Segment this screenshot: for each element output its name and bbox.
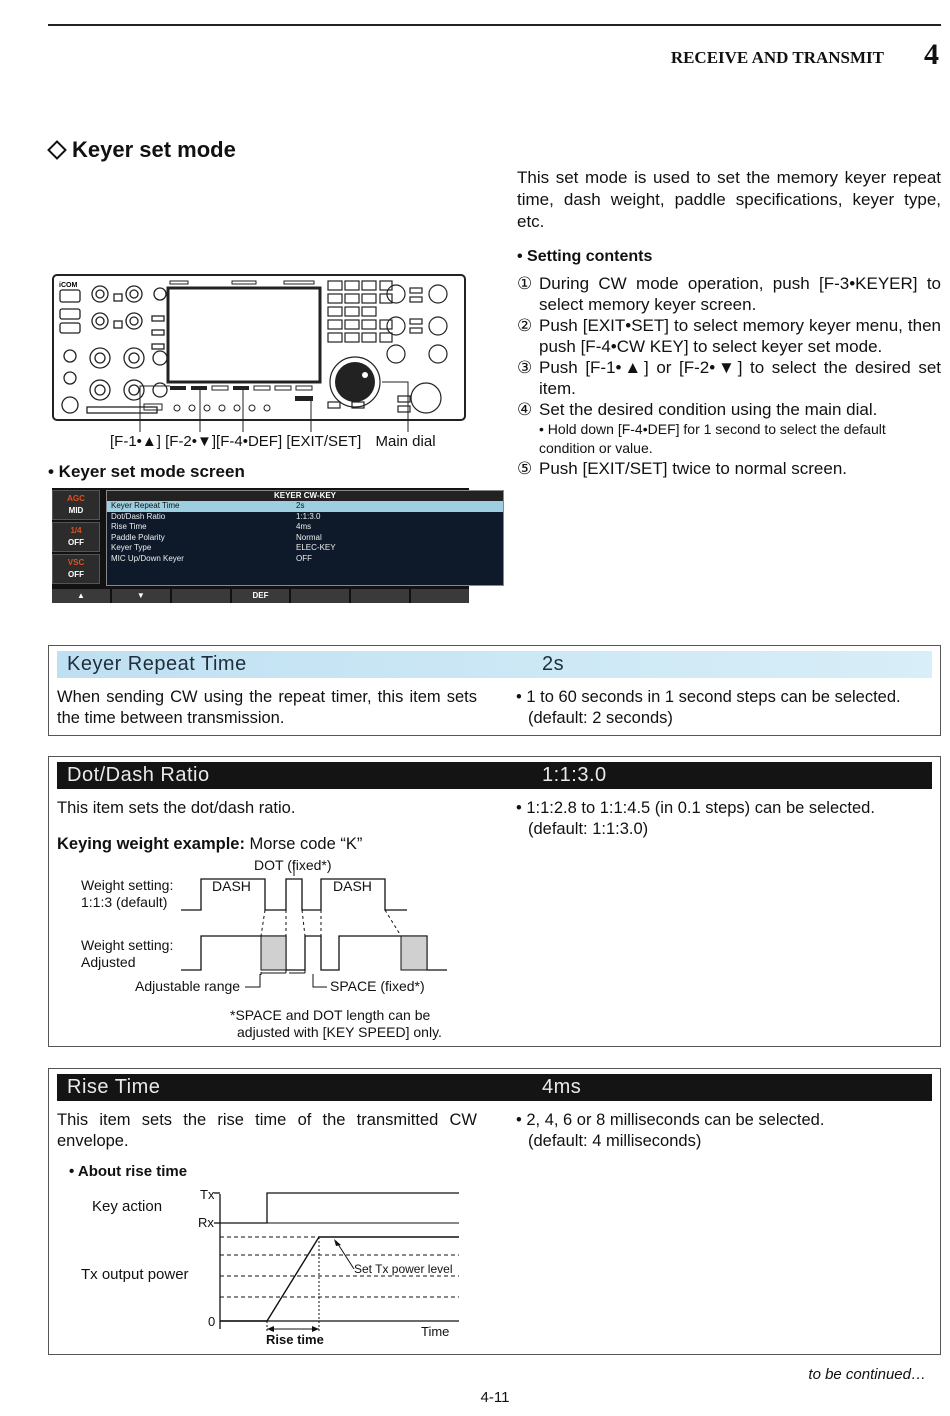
- item-bar: Dot/Dash Ratio 1:1:3.0: [57, 762, 932, 789]
- svg-text:Rise time: Rise time: [266, 1332, 324, 1347]
- rise-time-figure: [49, 1179, 469, 1354]
- svg-text:Weight setting:: Weight setting:: [81, 877, 174, 893]
- keying-weight-figure: [49, 852, 469, 1047]
- fkey-5[interactable]: [291, 589, 349, 603]
- keyer-lcd-screen: [52, 488, 469, 603]
- item-bar: Rise Time 4ms: [57, 1074, 932, 1101]
- item-range: • 1:1:2.8 to 1:1:4.5 (in 0.1 steps) can be selected. (default: 1:1:3.0): [516, 799, 875, 838]
- fkey-up[interactable]: ▲: [52, 589, 110, 603]
- svg-text:adjusted with [KEY SPEED] only: adjusted with [KEY SPEED] only.: [237, 1024, 442, 1040]
- svg-text:0: 0: [208, 1314, 216, 1329]
- side-vsc: VSC OFF: [52, 554, 100, 584]
- chapter-number: 4: [924, 38, 939, 71]
- svg-text:Adjustable range: Adjustable range: [135, 978, 241, 994]
- rise-time-box: [48, 1068, 941, 1355]
- radio-callout-lines: [52, 272, 468, 437]
- item-description: This item sets the dot/dash ratio.: [57, 799, 296, 817]
- step-note: • Hold down [F-4•DEF] for 1 second to select the default condition or value.: [539, 421, 886, 456]
- header-rule: [48, 24, 941, 26]
- fkey-6[interactable]: [351, 589, 409, 603]
- step-3: ③ Push [F-1•▲] or [F-2•▼] to select the desired set item.: [517, 358, 941, 398]
- svg-text:Weight setting:: Weight setting:: [81, 937, 174, 953]
- menu-row[interactable]: MIC Up/Down Keyer OFF: [111, 553, 312, 563]
- svg-text:DOT (fixed*): DOT (fixed*): [254, 857, 332, 873]
- svg-text:DASH: DASH: [333, 878, 372, 894]
- fkey-down[interactable]: ▼: [112, 589, 170, 603]
- menu-row[interactable]: Rise Time 4ms: [111, 522, 312, 531]
- function-keys: [52, 589, 469, 603]
- screen-heading: • Keyer set mode screen: [48, 462, 245, 481]
- intro-paragraph: This set mode is used to set the memory keyer repeat time, dash weight, paddle specifications, keyer type, etc.: [517, 168, 941, 231]
- side-agc: AGC MID: [52, 490, 100, 520]
- item-range: • 1 to 60 seconds in 1 second steps can be selected. (default: 2 seconds): [516, 688, 901, 727]
- label-exit-set: [EXIT/SET]: [286, 433, 362, 450]
- setting-heading: • Setting contents: [517, 248, 653, 265]
- keyer-menu-table: [106, 490, 504, 586]
- item-range: • 2, 4, 6 or 8 milliseconds can be selected. (default: 4 milliseconds): [516, 1111, 825, 1150]
- step-2: ② Push [EXIT•SET] to select memory keyer menu, then push [F-4•CW KEY] to select keyer set mode.: [517, 316, 941, 356]
- radio-labels: [110, 433, 436, 450]
- svg-text:Tx: Tx: [200, 1187, 215, 1202]
- item-description: This item sets the rise time of the transmitted CW envelope.: [57, 1111, 477, 1150]
- section-title: [50, 137, 236, 163]
- svg-text:*SPACE and DOT length can be: *SPACE and DOT length can be: [230, 1007, 431, 1023]
- continued-note: to be continued…: [808, 1366, 926, 1383]
- step-1: ① During CW mode operation, push [F-3•KEYER] to select memory keyer screen.: [517, 274, 941, 314]
- svg-text:Set Tx power level: Set Tx power level: [354, 1262, 453, 1276]
- item-bar: Keyer Repeat Time 2s: [57, 651, 932, 678]
- label-main-dial: Main dial: [375, 433, 436, 450]
- svg-text:Time: Time: [421, 1324, 450, 1339]
- fkey-def[interactable]: DEF: [232, 589, 290, 603]
- keyer-repeat-time-box: [48, 645, 941, 736]
- section-title-text: Keyer set mode: [72, 137, 236, 162]
- svg-text:Rx: Rx: [198, 1215, 214, 1230]
- dot-dash-ratio-box: [48, 756, 941, 1047]
- setting-steps: [517, 246, 941, 479]
- lcd-title: KEYER CW-KEY: [107, 491, 503, 501]
- menu-row[interactable]: Dot/Dash Ratio 1:1:3.0: [111, 511, 321, 521]
- step-4: ④ Set the desired condition using the main dial.: [517, 400, 878, 419]
- label-f4: [F-4•DEF]: [216, 433, 283, 450]
- svg-text:Tx output power: Tx output power: [81, 1266, 189, 1283]
- menu-row[interactable]: Keyer Repeat Time 2s: [107, 501, 503, 512]
- step-5: ⑤ Push [EXIT/SET] twice to normal screen.: [517, 459, 848, 478]
- svg-text:SPACE (fixed*): SPACE (fixed*): [330, 978, 425, 994]
- menu-row[interactable]: Paddle Polarity Normal: [111, 532, 322, 542]
- svg-text:Key action: Key action: [92, 1198, 163, 1215]
- fkey-3[interactable]: [172, 589, 230, 603]
- side-quarter: 1/4 OFF: [52, 522, 100, 552]
- item-description: When sending CW using the repeat timer, this item sets the time between transmission.: [57, 688, 477, 727]
- label-f2: [F-2•▼]: [165, 433, 217, 450]
- about-rise-heading: • About rise time: [69, 1163, 188, 1180]
- menu-row[interactable]: Keyer Type ELEC-KEY: [111, 543, 336, 552]
- brand-logo: iCOM: [59, 282, 78, 289]
- diamond-icon: [47, 140, 67, 160]
- label-f1: [F-1•▲]: [110, 433, 161, 450]
- svg-text:1:1:3 (default): 1:1:3 (default): [81, 894, 168, 910]
- keying-example: Keying weight example: Morse code “K”: [57, 835, 363, 853]
- page-number: 4-11: [480, 1389, 510, 1406]
- svg-text:Adjusted: Adjusted: [81, 954, 136, 970]
- fkey-7[interactable]: [411, 589, 469, 603]
- svg-text:DASH: DASH: [212, 878, 251, 894]
- chapter-title: RECEIVE AND TRANSMIT: [670, 48, 884, 67]
